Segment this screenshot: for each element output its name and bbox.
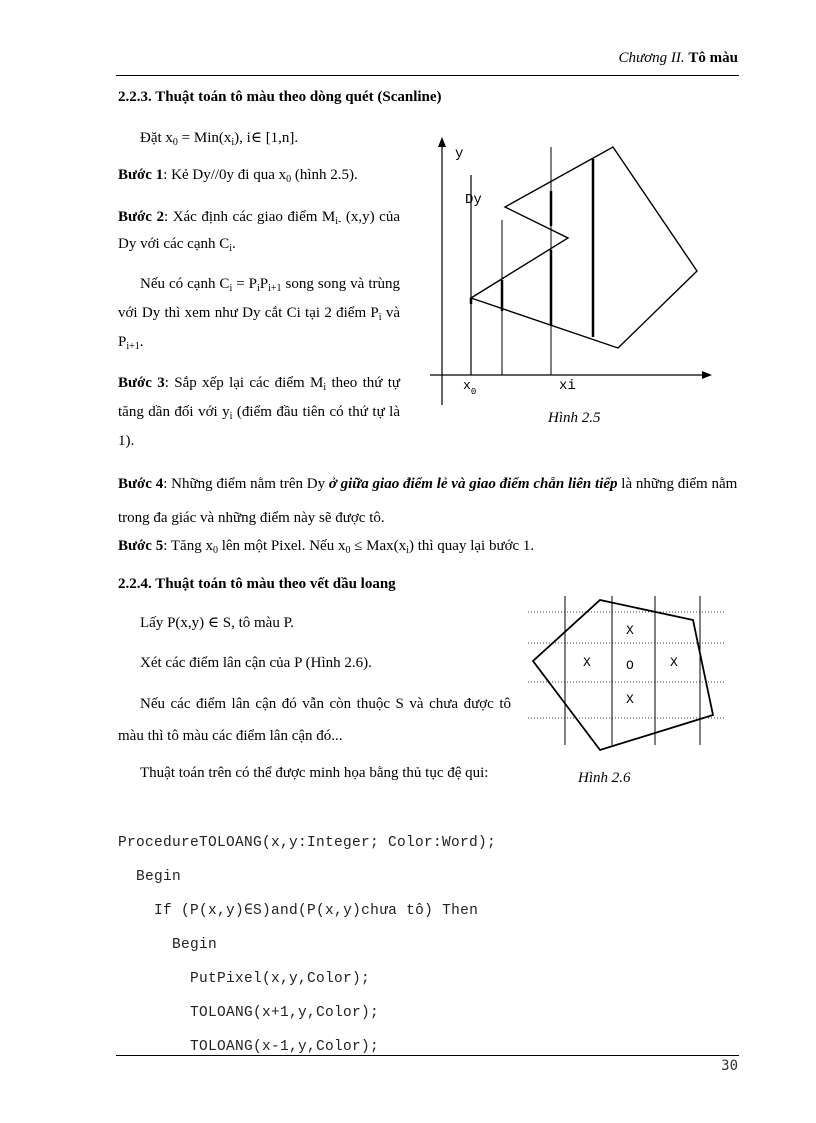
polygon-shape [471, 147, 697, 348]
paragraph-set-x0: Đặt $x_0 = Min(x_i)$, i∈ [1,n]. [140, 130, 299, 148]
code-line: Begin [118, 937, 218, 953]
figure-scanline [425, 135, 725, 415]
center-point: O [626, 658, 634, 673]
step-1: Bước 1: Kẻ Dy//0y đi qua $x_0$ (hình 2.5). [118, 167, 358, 185]
figure-caption-2-5: Hình 2.5 [548, 410, 601, 426]
step-2: Bước 2: Xác định các giao điểm $M_{i-}$ (x,y) của Dy với các cạnh $C_i$. [118, 209, 400, 254]
neighbor-top: X [626, 623, 634, 638]
dy-label: Dy [465, 192, 482, 208]
code-line: TOLOANG(x+1,y,Color); [118, 1005, 380, 1021]
paragraph-p4: Thuật toán trên có thể được minh họa bằng thủ tục đệ qui: [140, 765, 489, 781]
y-label: y [455, 146, 464, 162]
figure-flood-fill [520, 590, 730, 760]
running-header [618, 50, 738, 67]
code-block [118, 826, 496, 1064]
header-rule [116, 75, 739, 76]
chapter-label: Chương II. [618, 50, 685, 66]
neighbor-left: X [583, 655, 591, 670]
x-axis-arrow [702, 371, 712, 379]
code-line: If (P(x,y)∈S)and(P(x,y)chưa tô) Then [118, 903, 479, 919]
figure-caption-2-6: Hình 2.6 [578, 770, 631, 786]
paragraph-p1: Lấy P(x,y) ∈ S, tô màu P. [140, 615, 295, 631]
region-s-outline [533, 600, 713, 750]
step-5: Bước 5: Tăng $x_0$ lên một Pixel. Nếu $x_0 \le Max(x_i)$ thì quay lại bước 1. [118, 538, 535, 556]
page-number: 30 [721, 1058, 738, 1074]
step-4: Bước 4: Những điểm nằm trên Dy ở giữa giao điểm lẻ và giao điểm chẵn liên tiếp là những điểm nằm trong đa giác và những điểm này sẽ được tô. [118, 476, 738, 526]
y-axis-arrow [438, 137, 446, 147]
step-3: Bước 3: Sắp xếp lại các điểm $M_i$ theo thứ tự tăng dần đối với $y_i$ (điểm đầu tiên có thứ tự là 1). [118, 375, 401, 449]
footer-rule [116, 1055, 739, 1056]
code-line: Begin [118, 869, 182, 885]
code-line: PutPixel(x,y,Color); [118, 971, 371, 987]
code-line: TOLOANG(x-1,y,Color); [118, 1039, 380, 1055]
section-heading-flood-fill: 2.2.4. Thuật toán tô màu theo vết dầu loang [118, 576, 396, 592]
section-heading-scanline: 2.2.3. Thuật toán tô màu theo dòng quét (Scanline) [118, 89, 442, 105]
paragraph-parallel-edge: Nếu có cạnh $C_i = P_iP_{i+1}$ song song và trùng với Dy thì xem như Dy cắt Ci tại 2 điểm $P_i$ và $P_{i+1}$. [118, 276, 400, 352]
chapter-title: Tô màu [688, 50, 738, 66]
neighbor-right: X [670, 655, 678, 670]
paragraph-p2: Xét các điểm lân cận của P (Hình 2.6). [140, 655, 372, 671]
paragraph-p3: Nếu các điểm lân cận đó vẫn còn thuộc S và chưa được tô màu thì tô màu các điểm lân cận đó... [118, 696, 511, 744]
x0-label: $x_0$ [463, 378, 477, 397]
xi-label: xi [559, 378, 576, 394]
neighbor-bottom: X [626, 692, 634, 707]
code-line: ProcedureTOLOANG(x,y:Integer; Color:Word); [118, 835, 497, 851]
